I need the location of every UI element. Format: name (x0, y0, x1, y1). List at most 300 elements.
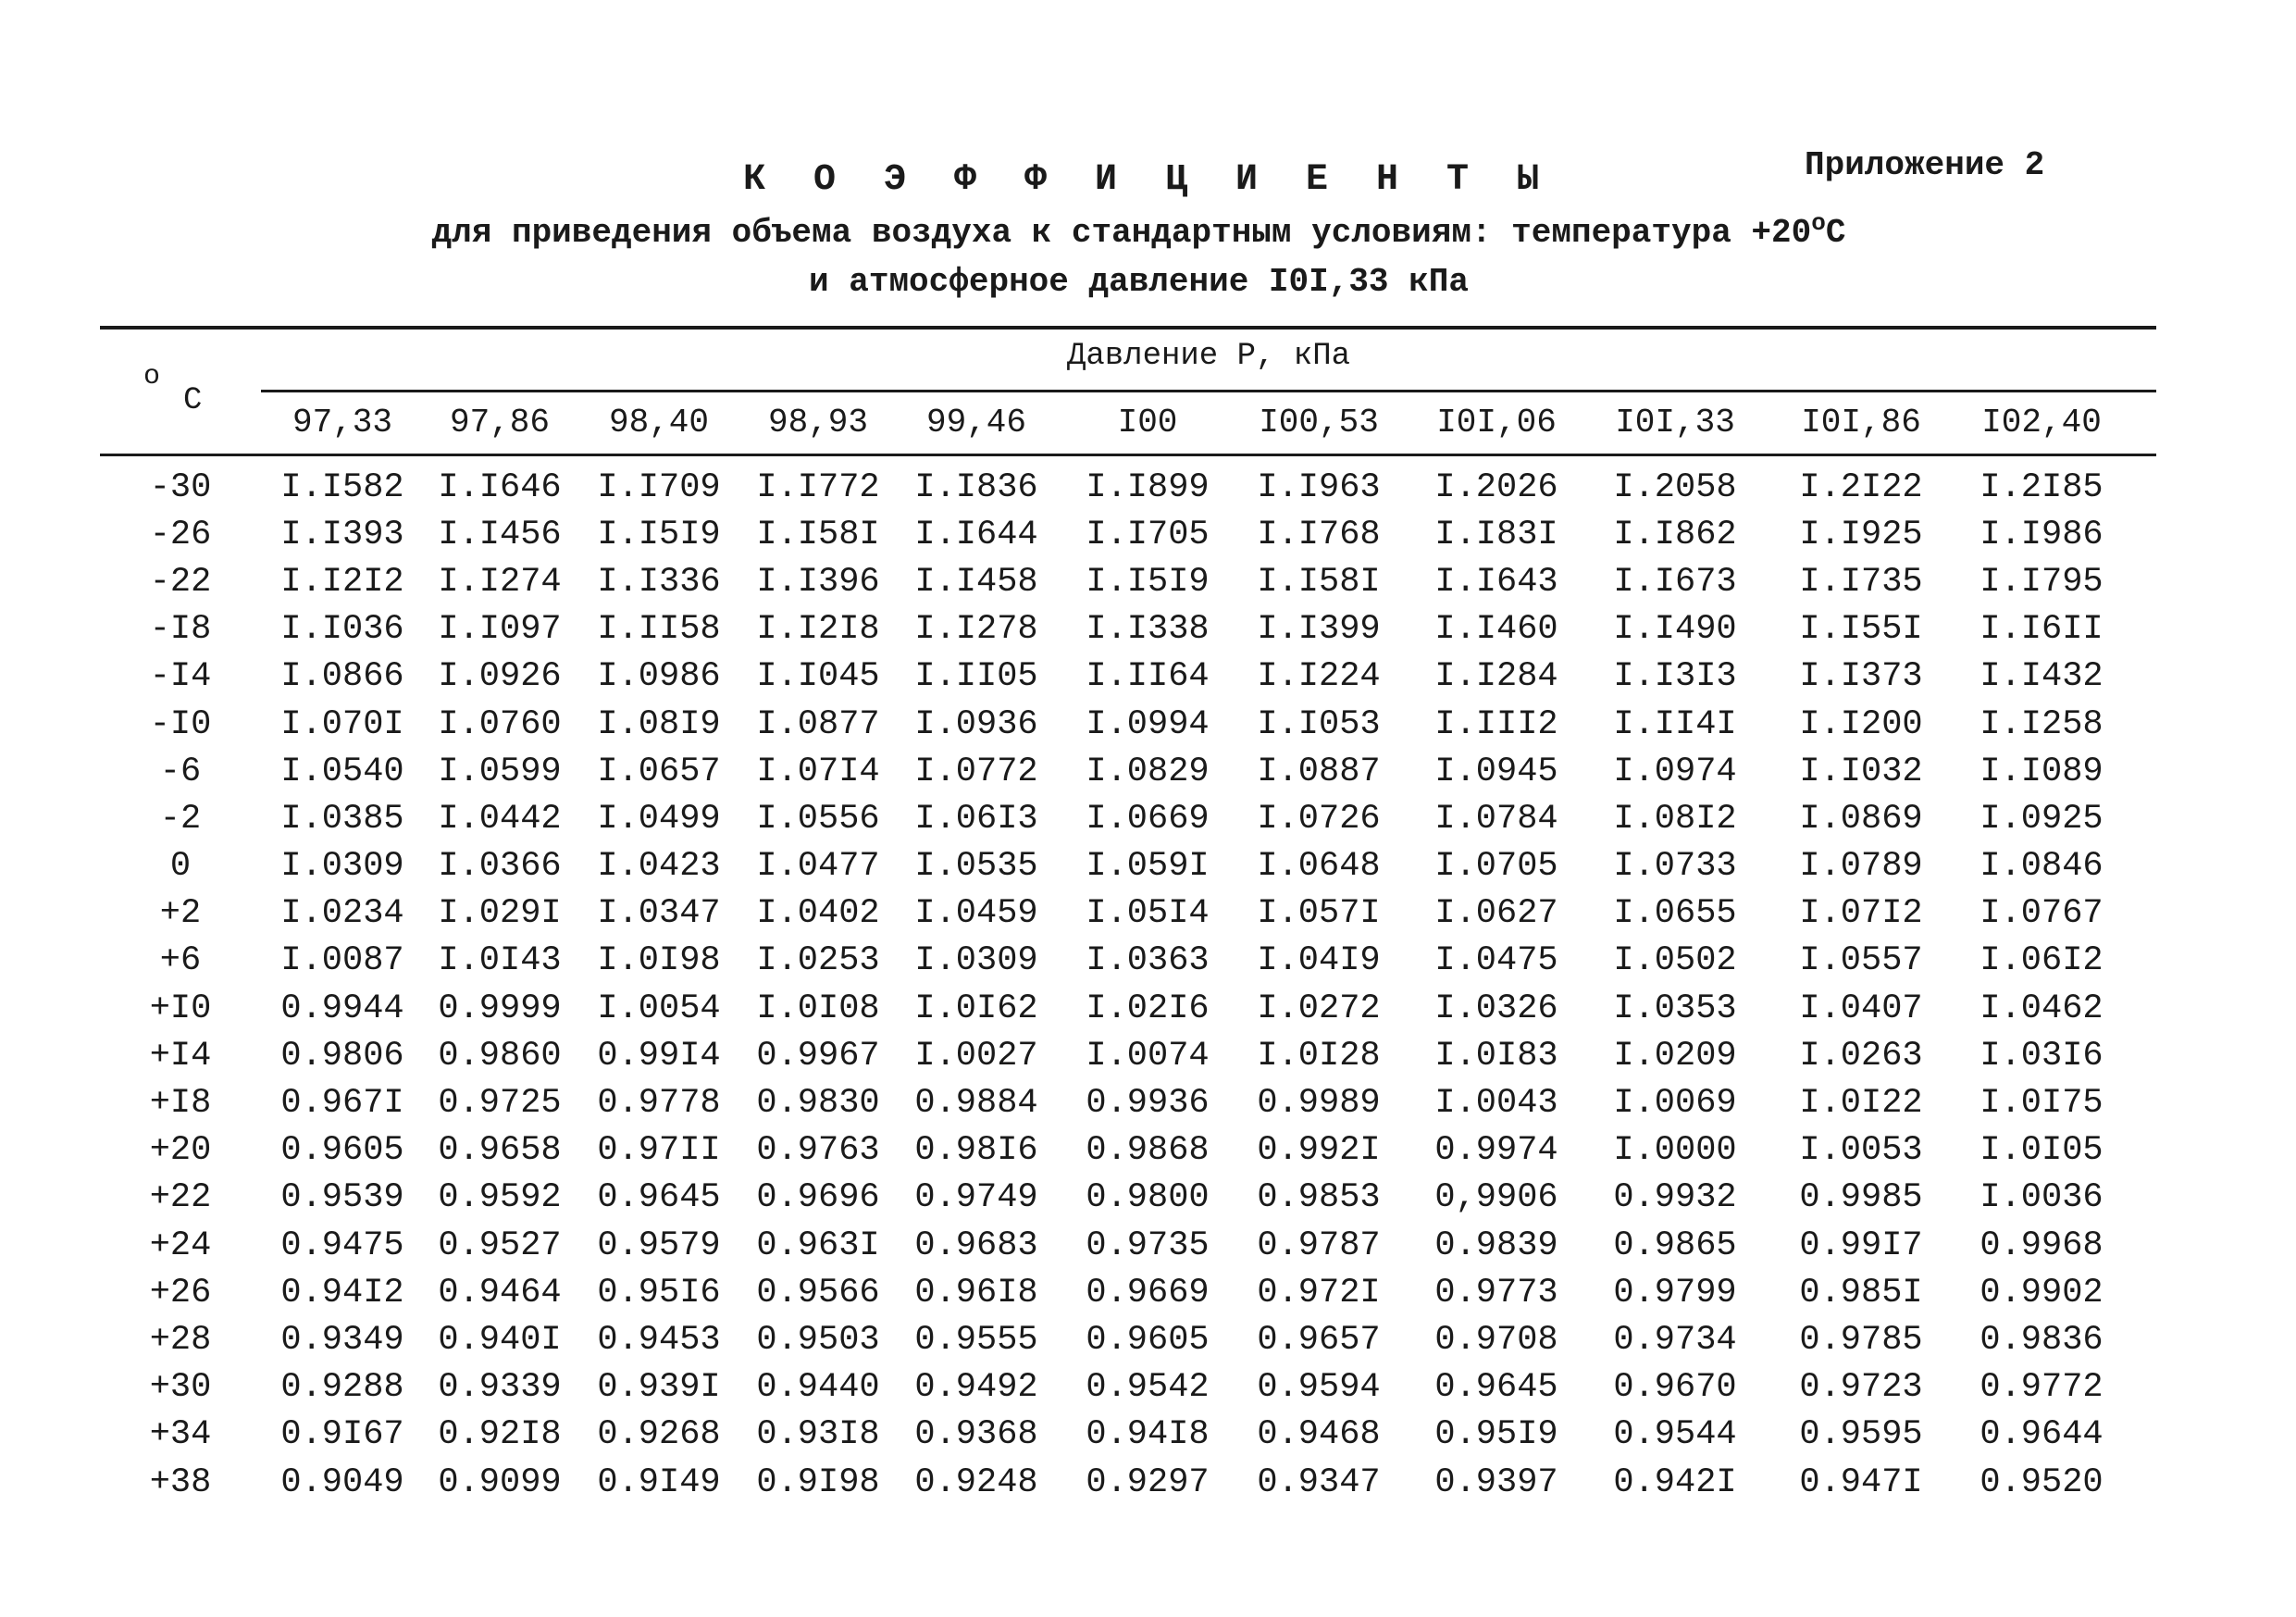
coefficient-cell: I.I399 (1257, 610, 1381, 650)
coefficient-cell: I.II64 (1086, 657, 1210, 697)
coefficient-cell: 0.9645 (1434, 1368, 1558, 1408)
coefficient-cell: I.0000 (1613, 1131, 1737, 1171)
coefficient-cell: I.I644 (914, 515, 1038, 554)
coefficient-cell: 0.9539 (280, 1178, 404, 1218)
coefficient-cell: I.0784 (1434, 799, 1558, 839)
coefficient-cell: I.I2I2 (280, 562, 404, 602)
coefficient-cell: 0.9349 (280, 1320, 404, 1360)
coefficient-cell: I.0459 (914, 894, 1038, 934)
coefficient-cell: I.04I9 (1257, 941, 1381, 981)
coefficient-cell: 0.9605 (1086, 1320, 1210, 1360)
coefficient-cell: 0.9268 (597, 1415, 721, 1455)
coefficient-cell: I.I768 (1257, 515, 1381, 554)
coefficient-cell: I.0234 (280, 894, 404, 934)
table-row (100, 1032, 2156, 1079)
table-row (100, 748, 2156, 795)
coefficient-cell: 0.96I8 (914, 1273, 1038, 1312)
temperature-cell: +I0 (149, 989, 212, 1028)
coefficient-cell: I.0726 (1257, 799, 1381, 839)
pressure-column-header: I02,40 (1981, 403, 2102, 442)
temperature-cell: +6 (159, 941, 202, 981)
coefficient-cell: I.I58I (756, 515, 880, 554)
coefficient-cell: I.0I22 (1799, 1084, 1923, 1124)
temperature-cell: -I0 (149, 704, 212, 744)
temperature-cell: +26 (149, 1273, 212, 1312)
coefficient-cell: I.I338 (1086, 610, 1210, 650)
coefficient-cell: I.I795 (1980, 562, 2104, 602)
coefficient-cell: I.0442 (438, 799, 562, 839)
coefficient-cell: 0.9936 (1086, 1084, 1210, 1124)
coefficient-cell: 0.947I (1799, 1462, 1923, 1502)
coefficient-cell: 0.99I4 (597, 1036, 721, 1076)
coefficient-cell: 0.9453 (597, 1320, 721, 1360)
temperature-cell: +28 (149, 1320, 212, 1360)
coefficient-cell: I.I55I (1799, 610, 1923, 650)
coefficient-cell: 0.9492 (914, 1368, 1038, 1408)
coefficient-cell: 0.9I98 (756, 1462, 880, 1502)
coefficient-cell: I.0053 (1799, 1131, 1923, 1171)
coefficient-cell: I.2I85 (1980, 467, 2104, 507)
coefficient-cell: I.0363 (1086, 941, 1210, 981)
coefficient-cell: 0.9868 (1086, 1131, 1210, 1171)
pressure-column-header: I0I,06 (1436, 403, 1557, 442)
coefficient-cell: I.0648 (1257, 847, 1381, 887)
coefficient-cell: I.I278 (914, 610, 1038, 650)
coefficient-cell: I.I862 (1613, 515, 1737, 554)
coefficient-cell: I.I986 (1980, 515, 2104, 554)
coefficient-cell: I.I646 (438, 467, 562, 507)
coefficient-cell: I.0366 (438, 847, 562, 887)
coefficient-cell: I.0309 (280, 847, 404, 887)
coefficient-cell: 0.9579 (597, 1225, 721, 1265)
pressure-header: Давление Р, кПа (1066, 339, 1351, 374)
coefficient-cell: 0.9772 (1980, 1368, 2104, 1408)
coefficient-cell: 0.942I (1613, 1462, 1737, 1502)
table-row (100, 511, 2156, 558)
coefficient-cell: 0.9644 (1980, 1415, 2104, 1455)
coefficient-cell: 0.963I (756, 1225, 880, 1265)
coefficient-cell: 0.940I (438, 1320, 562, 1360)
coefficient-cell: I.0I05 (1980, 1131, 2104, 1171)
table-row (100, 890, 2156, 938)
document-title: К О Э Ф Ф И Ц И Е Н Т Ы (742, 159, 1553, 201)
coefficient-cell: 0.9683 (914, 1225, 1038, 1265)
coefficient-cell: I.I053 (1257, 704, 1381, 744)
coefficient-cell: I.I3I3 (1613, 657, 1737, 697)
table-row (100, 1079, 2156, 1126)
temperature-cell: 0 (169, 847, 192, 887)
coefficient-cell: I.0087 (280, 941, 404, 981)
table-row (100, 701, 2156, 748)
coefficient-cell: I.0I83 (1434, 1036, 1558, 1076)
coefficient-cell: I.2058 (1613, 467, 1737, 507)
coefficient-cell: I.0540 (280, 752, 404, 791)
coefficient-cell: I.I097 (438, 610, 562, 650)
coefficient-cell: 0.9605 (280, 1131, 404, 1171)
pressure-column-header: 98,40 (608, 403, 710, 442)
coefficient-cell: 0.939I (597, 1368, 721, 1408)
coefficient-cell: I.I460 (1434, 610, 1558, 650)
temperature-cell: +20 (149, 1131, 212, 1171)
coefficient-cell: I.I224 (1257, 657, 1381, 697)
coefficient-cell: 0.9785 (1799, 1320, 1923, 1360)
coefficient-cell: I.0926 (438, 657, 562, 697)
coefficient-cell: 0.95I9 (1434, 1415, 1558, 1455)
coefficient-cell: I.059I (1086, 847, 1210, 887)
coefficient-cell: I.II05 (914, 657, 1038, 697)
table-row (100, 1175, 2156, 1222)
coefficient-cell: 0.9464 (438, 1273, 562, 1312)
table-row (100, 1222, 2156, 1269)
coefficient-cell: I.I045 (756, 657, 880, 697)
coefficient-cell: I.0054 (597, 989, 721, 1028)
coefficient-cell: I.0669 (1086, 799, 1210, 839)
temperature-header-degree: о (143, 361, 161, 392)
coefficient-cell: I.03I6 (1980, 1036, 2104, 1076)
coefficient-cell: I.I200 (1799, 704, 1923, 744)
coefficient-cell: I.07I4 (756, 752, 880, 791)
coefficient-cell: I.I83I (1434, 515, 1558, 554)
coefficient-cell: 0.9763 (756, 1131, 880, 1171)
coefficient-cell: 0.9735 (1086, 1225, 1210, 1265)
coefficient-cell: 0.9555 (914, 1320, 1038, 1360)
pressure-column-header: I0I,86 (1801, 403, 1921, 442)
temperature-header-unit: С (183, 383, 203, 418)
table-row (100, 1459, 2156, 1506)
coefficient-cell: 0.9725 (438, 1084, 562, 1124)
coefficient-cell: I.02I6 (1086, 989, 1210, 1028)
coefficient-cell: 0.9566 (756, 1273, 880, 1312)
coefficient-cell: 0.9544 (1613, 1415, 1737, 1455)
coefficient-cell: I.I709 (597, 467, 721, 507)
pressure-column-header: 99,46 (925, 403, 1027, 442)
coefficient-cell: I.I396 (756, 562, 880, 602)
coefficient-cell: 0.9468 (1257, 1415, 1381, 1455)
coefficient-cell: I.I5I9 (1086, 562, 1210, 602)
coefficient-cell: 0.99I7 (1799, 1225, 1923, 1265)
coefficient-cell: 0.9932 (1613, 1178, 1737, 1218)
coefficient-cell: 0.9592 (438, 1178, 562, 1218)
coefficient-cell: I.0263 (1799, 1036, 1923, 1076)
coefficient-cell: I.I456 (438, 515, 562, 554)
coefficient-cell: 0.92I8 (438, 1415, 562, 1455)
coefficient-cell: I.029I (438, 894, 562, 934)
coefficient-cell: 0.9297 (1086, 1462, 1210, 1502)
coefficient-cell: 0.9099 (438, 1462, 562, 1502)
coefficient-cell: 0.9595 (1799, 1415, 1923, 1455)
coefficient-cell: 0.972I (1257, 1273, 1381, 1312)
coefficient-cell: 0.9787 (1257, 1225, 1381, 1265)
coefficient-cell: I.06I2 (1980, 941, 2104, 981)
table-row (100, 795, 2156, 842)
coefficient-cell: I.II4I (1613, 704, 1737, 744)
coefficient-cell: 0.9657 (1257, 1320, 1381, 1360)
coefficient-cell: 0.9749 (914, 1178, 1038, 1218)
coefficient-cell: I.I036 (280, 610, 404, 650)
table-header-rule (100, 454, 2156, 456)
coefficient-cell: I.I899 (1086, 467, 1210, 507)
coefficient-cell: I.I089 (1980, 752, 2104, 791)
coefficient-cell: 0.9542 (1086, 1368, 1210, 1408)
coefficient-cell: I.0I28 (1257, 1036, 1381, 1076)
document-subtitle-line2: и атмосферное давление I0I,33 кПа (809, 263, 1469, 301)
coefficient-cell: I.I032 (1799, 752, 1923, 791)
pressure-column-header: 97,86 (449, 403, 551, 442)
temperature-cell: +I8 (149, 1084, 212, 1124)
coefficient-cell: I.II58 (597, 610, 721, 650)
coefficient-cell: 0.9884 (914, 1084, 1038, 1124)
coefficient-cell: I.0402 (756, 894, 880, 934)
coefficient-cell: 0.9836 (1980, 1320, 2104, 1360)
temperature-cell: +34 (149, 1415, 212, 1455)
coefficient-cell: 0.9I67 (280, 1415, 404, 1455)
pressure-column-header: 98,93 (767, 403, 869, 442)
temperature-cell: -I8 (149, 610, 212, 650)
coefficient-cell: 0.9778 (597, 1084, 721, 1124)
coefficient-cell: I.I458 (914, 562, 1038, 602)
coefficient-cell: I.0475 (1434, 941, 1558, 981)
temperature-cell: +24 (149, 1225, 212, 1265)
coefficient-cell: 0.93I8 (756, 1415, 880, 1455)
coefficient-cell: I.I393 (280, 515, 404, 554)
coefficient-cell: I.08I9 (597, 704, 721, 744)
coefficient-cell: 0.9670 (1613, 1368, 1737, 1408)
coefficient-cell: I.0309 (914, 941, 1038, 981)
coefficient-cell: 0.9397 (1434, 1462, 1558, 1502)
coefficient-cell: I.I705 (1086, 515, 1210, 554)
coefficient-cell: I.I673 (1613, 562, 1737, 602)
table-row (100, 1412, 2156, 1459)
coefficient-cell: I.0502 (1613, 941, 1737, 981)
table-row (100, 1127, 2156, 1175)
coefficient-cell: 0.9799 (1613, 1273, 1737, 1312)
coefficient-cell: 0.9944 (280, 989, 404, 1028)
coefficient-cell: 0.9902 (1980, 1273, 2104, 1312)
coefficient-cell: I.0423 (597, 847, 721, 887)
degree-superscript: о (1811, 209, 1826, 237)
table-row (100, 938, 2156, 985)
coefficient-cell: I.0767 (1980, 894, 2104, 934)
coefficients-table-body (100, 464, 2156, 1506)
coefficient-cell: I.0866 (280, 657, 404, 697)
coefficient-cell: I.I274 (438, 562, 562, 602)
coefficient-cell: I.I6II (1980, 610, 2104, 650)
temperature-cell: -I4 (149, 657, 212, 697)
coefficient-cell: I.0925 (1980, 799, 2104, 839)
coefficient-cell: I.I735 (1799, 562, 1923, 602)
coefficient-cell: 0.9734 (1613, 1320, 1737, 1360)
coefficient-cell: I.0945 (1434, 752, 1558, 791)
temperature-cell: +22 (149, 1178, 212, 1218)
table-row (100, 606, 2156, 653)
table-row (100, 1269, 2156, 1316)
coefficient-cell: I.0705 (1434, 847, 1558, 887)
coefficient-cell: 0.9347 (1257, 1462, 1381, 1502)
pressure-header-rule (261, 390, 2156, 392)
coefficient-cell: 0.9368 (914, 1415, 1038, 1455)
coefficient-cell: I.0069 (1613, 1084, 1737, 1124)
coefficient-cell: 0.992I (1257, 1131, 1381, 1171)
coefficient-cell: I.0829 (1086, 752, 1210, 791)
subtitle-line1-end: С (1825, 214, 1846, 252)
coefficient-cell: I.0074 (1086, 1036, 1210, 1076)
coefficient-cell: I.0027 (914, 1036, 1038, 1076)
pressure-column-header: 97,33 (292, 403, 393, 442)
coefficient-cell: I.0657 (597, 752, 721, 791)
coefficient-cell: I.I963 (1257, 467, 1381, 507)
coefficient-cell: I.0760 (438, 704, 562, 744)
coefficient-cell: I.0347 (597, 894, 721, 934)
coefficient-cell: I.0I62 (914, 989, 1038, 1028)
coefficient-cell: I.0599 (438, 752, 562, 791)
coefficient-cell: 0.9968 (1980, 1225, 2104, 1265)
coefficient-cell: 0.95I6 (597, 1273, 721, 1312)
coefficient-cell: I.0877 (756, 704, 880, 744)
coefficient-cell: 0.9248 (914, 1462, 1038, 1502)
coefficient-cell: 0.9708 (1434, 1320, 1558, 1360)
coefficient-cell: I.I373 (1799, 657, 1923, 697)
pressure-column-header: I0I,33 (1615, 403, 1735, 442)
coefficient-cell: 0.9475 (280, 1225, 404, 1265)
coefficient-cell: 0.98I6 (914, 1131, 1038, 1171)
coefficient-cell: 0.9839 (1434, 1225, 1558, 1265)
coefficient-cell: 0.9520 (1980, 1462, 2104, 1502)
coefficient-cell: I.0994 (1086, 704, 1210, 744)
coefficient-cell: I.I258 (1980, 704, 2104, 744)
coefficient-cell: I.I58I (1257, 562, 1381, 602)
coefficient-cell: I.2I22 (1799, 467, 1923, 507)
coefficient-cell: I.I582 (280, 467, 404, 507)
temperature-cell: -22 (149, 562, 212, 602)
coefficient-cell: I.I2I8 (756, 610, 880, 650)
coefficient-cell: I.08I2 (1613, 799, 1737, 839)
coefficient-cell: I.I432 (1980, 657, 2104, 697)
coefficient-cell: I.I336 (597, 562, 721, 602)
coefficient-cell: 0,9906 (1434, 1178, 1558, 1218)
coefficient-cell: I.0I75 (1980, 1084, 2104, 1124)
temperature-cell: +2 (159, 894, 202, 934)
temperature-cell: +I4 (149, 1036, 212, 1076)
coefficient-cell: I.0I98 (597, 941, 721, 981)
coefficient-cell: 0.9989 (1257, 1084, 1381, 1124)
coefficient-cell: I.0655 (1613, 894, 1737, 934)
coefficient-cell: I.0272 (1257, 989, 1381, 1028)
coefficient-cell: I.0936 (914, 704, 1038, 744)
coefficient-cell: 0.94I2 (280, 1273, 404, 1312)
table-row (100, 985, 2156, 1032)
coefficient-cell: I.057I (1257, 894, 1381, 934)
coefficient-cell: 0.9806 (280, 1036, 404, 1076)
table-row (100, 843, 2156, 890)
coefficient-cell: 0.9999 (438, 989, 562, 1028)
coefficient-cell: I.0036 (1980, 1178, 2104, 1218)
coefficient-cell: 0.9696 (756, 1178, 880, 1218)
coefficient-cell: 0.9860 (438, 1036, 562, 1076)
coefficient-cell: 0.9288 (280, 1368, 404, 1408)
coefficient-cell: I.06I3 (914, 799, 1038, 839)
coefficient-cell: I.0462 (1980, 989, 2104, 1028)
coefficient-cell: 0.9594 (1257, 1368, 1381, 1408)
coefficient-cell: 0.9440 (756, 1368, 880, 1408)
coefficient-cell: 0.9669 (1086, 1273, 1210, 1312)
coefficient-cell: 0.9985 (1799, 1178, 1923, 1218)
document-subtitle-line1 (0, 209, 2287, 252)
coefficient-cell: 0.9800 (1086, 1178, 1210, 1218)
coefficient-cell: 0.9049 (280, 1462, 404, 1502)
coefficient-cell: 0.9723 (1799, 1368, 1923, 1408)
coefficient-cell: 0.9I49 (597, 1462, 721, 1502)
coefficient-cell: 0.9339 (438, 1368, 562, 1408)
table-row (100, 464, 2156, 511)
coefficient-cell: I.I5I9 (597, 515, 721, 554)
coefficient-cell: I.0353 (1613, 989, 1737, 1028)
coefficient-cell: I.0499 (597, 799, 721, 839)
pressure-column-header: I00,53 (1259, 403, 1379, 442)
coefficient-cell: 0.94I8 (1086, 1415, 1210, 1455)
coefficient-cell: I.III2 (1434, 704, 1558, 744)
coefficient-cell: 0.985I (1799, 1273, 1923, 1312)
temperature-cell: -2 (159, 799, 202, 839)
coefficient-cell: 0.9974 (1434, 1131, 1558, 1171)
coefficient-cell: I.0733 (1613, 847, 1737, 887)
appendix-label: Приложение 2 (1805, 146, 2045, 184)
coefficient-cell: 0.9865 (1613, 1225, 1737, 1265)
table-row (100, 1316, 2156, 1363)
coefficient-cell: I.I836 (914, 467, 1038, 507)
table-row (100, 558, 2156, 605)
coefficient-cell: I.0326 (1434, 989, 1558, 1028)
temperature-cell: -26 (149, 515, 212, 554)
coefficient-cell: 0.9658 (438, 1131, 562, 1171)
temperature-cell: +30 (149, 1368, 212, 1408)
coefficient-cell: I.I284 (1434, 657, 1558, 697)
coefficient-cell: I.I925 (1799, 515, 1923, 554)
coefficient-cell: I.0772 (914, 752, 1038, 791)
temperature-cell: -6 (159, 752, 202, 791)
table-row (100, 653, 2156, 701)
coefficient-cell: I.0043 (1434, 1084, 1558, 1124)
coefficient-cell: I.0I43 (438, 941, 562, 981)
coefficient-cell: 0.9527 (438, 1225, 562, 1265)
coefficient-cell: I.2026 (1434, 467, 1558, 507)
coefficient-cell: 0.9503 (756, 1320, 880, 1360)
pressure-column-header: I00 (1117, 403, 1178, 442)
coefficient-cell: I.0986 (597, 657, 721, 697)
coefficient-cell: I.0627 (1434, 894, 1558, 934)
coefficient-cell: I.0557 (1799, 941, 1923, 981)
coefficient-cell: 0.9645 (597, 1178, 721, 1218)
coefficient-cell: I.0974 (1613, 752, 1737, 791)
coefficient-cell: I.0535 (914, 847, 1038, 887)
coefficient-cell: I.0477 (756, 847, 880, 887)
coefficient-cell: I.0209 (1613, 1036, 1737, 1076)
coefficient-cell: 0.9773 (1434, 1273, 1558, 1312)
coefficient-cell: I.0846 (1980, 847, 2104, 887)
coefficient-cell: I.I490 (1613, 610, 1737, 650)
coefficient-cell: I.0887 (1257, 752, 1381, 791)
coefficient-cell: I.0789 (1799, 847, 1923, 887)
coefficient-cell: 0.967I (280, 1084, 404, 1124)
subtitle-line1-text: для приведения объема воздуха к стандартным условиям: температура +20 (431, 214, 1812, 252)
coefficient-cell: I.070I (280, 704, 404, 744)
coefficient-cell: I.I772 (756, 467, 880, 507)
coefficient-cell: 0.9967 (756, 1036, 880, 1076)
coefficient-cell: I.0253 (756, 941, 880, 981)
table-row (100, 1364, 2156, 1412)
coefficient-cell: I.0407 (1799, 989, 1923, 1028)
coefficient-cell: I.0385 (280, 799, 404, 839)
coefficient-cell: I.0I08 (756, 989, 880, 1028)
